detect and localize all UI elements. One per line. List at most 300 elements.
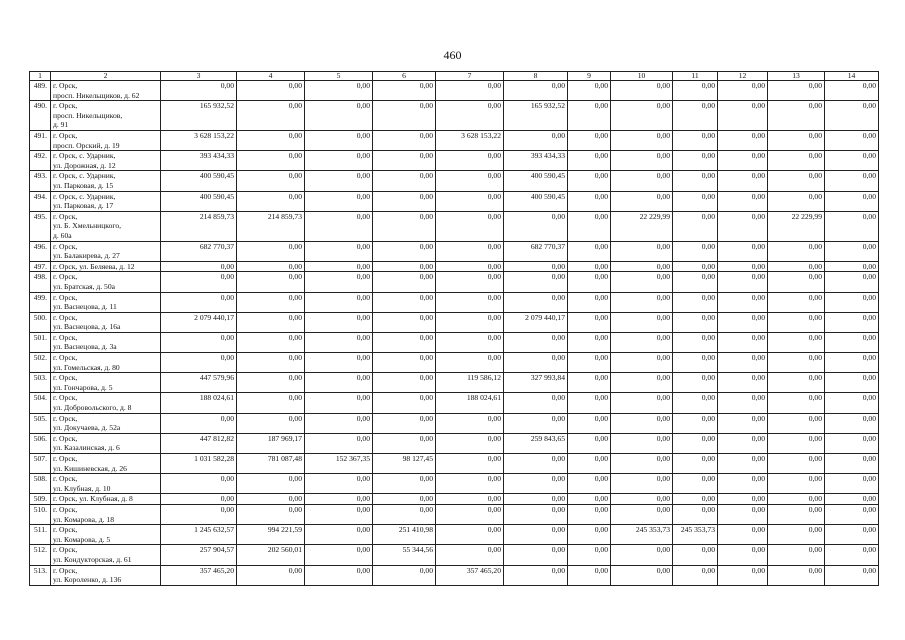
value-cell: 0,00 bbox=[436, 332, 504, 352]
value-cell: 0,00 bbox=[673, 474, 718, 494]
value-cell: 0,00 bbox=[718, 272, 768, 292]
value-cell: 0,00 bbox=[825, 151, 879, 171]
value-cell: 0,00 bbox=[373, 393, 436, 413]
value-cell: 0,00 bbox=[568, 454, 611, 474]
value-cell: 0,00 bbox=[504, 494, 568, 505]
value-cell: 0,00 bbox=[718, 433, 768, 453]
value-cell: 0,00 bbox=[568, 130, 611, 150]
row-number: 494. bbox=[30, 191, 51, 211]
page-number: 460 bbox=[443, 48, 462, 62]
value-cell: 393 434,33 bbox=[161, 151, 237, 171]
value-cell: 0,00 bbox=[611, 373, 673, 393]
value-cell: 0,00 bbox=[305, 332, 373, 352]
value-cell: 0,00 bbox=[436, 504, 504, 524]
row-number: 493. bbox=[30, 171, 51, 191]
value-cell: 0,00 bbox=[768, 494, 825, 505]
value-cell: 0,00 bbox=[504, 261, 568, 272]
value-cell: 0,00 bbox=[825, 565, 879, 585]
address-cell: г. Орск, ул. Васнецова, д. 11 bbox=[51, 292, 161, 312]
value-cell: 0,00 bbox=[373, 130, 436, 150]
value-cell: 0,00 bbox=[436, 474, 504, 494]
value-cell: 0,00 bbox=[825, 171, 879, 191]
value-cell: 357 465,20 bbox=[436, 565, 504, 585]
value-cell: 0,00 bbox=[768, 474, 825, 494]
value-cell: 0,00 bbox=[436, 312, 504, 332]
table-row bbox=[30, 565, 879, 585]
row-number: 496. bbox=[30, 241, 51, 261]
value-cell: 0,00 bbox=[161, 353, 237, 373]
table-row bbox=[30, 312, 879, 332]
value-cell: 0,00 bbox=[768, 171, 825, 191]
value-cell: 0,00 bbox=[673, 292, 718, 312]
value-cell: 0,00 bbox=[768, 312, 825, 332]
value-cell: 0,00 bbox=[718, 454, 768, 474]
table-row bbox=[30, 191, 879, 211]
value-cell: 0,00 bbox=[504, 474, 568, 494]
value-cell: 0,00 bbox=[237, 393, 305, 413]
value-cell: 0,00 bbox=[436, 211, 504, 241]
value-cell: 0,00 bbox=[673, 494, 718, 505]
value-cell: 0,00 bbox=[718, 545, 768, 565]
value-cell: 0,00 bbox=[673, 101, 718, 131]
column-header: 4 bbox=[237, 72, 305, 81]
value-cell: 0,00 bbox=[673, 241, 718, 261]
value-cell: 0,00 bbox=[611, 241, 673, 261]
value-cell: 0,00 bbox=[568, 474, 611, 494]
row-number: 511. bbox=[30, 525, 51, 545]
value-cell: 0,00 bbox=[718, 261, 768, 272]
value-cell: 0,00 bbox=[568, 312, 611, 332]
row-number: 501. bbox=[30, 332, 51, 352]
value-cell: 0,00 bbox=[673, 545, 718, 565]
address-cell: г. Орск, просп. Никельщиков, д. 91 bbox=[51, 101, 161, 131]
value-cell: 0,00 bbox=[673, 130, 718, 150]
address-cell: г. Орск, просп. Никельщиков, д. 62 bbox=[51, 81, 161, 101]
address-cell: г. Орск, ул. Комарова, д. 18 bbox=[51, 504, 161, 524]
value-cell: 0,00 bbox=[436, 101, 504, 131]
value-cell: 0,00 bbox=[373, 413, 436, 433]
row-number: 510. bbox=[30, 504, 51, 524]
row-number: 495. bbox=[30, 211, 51, 241]
value-cell: 0,00 bbox=[611, 272, 673, 292]
column-header: 10 bbox=[611, 72, 673, 81]
address-cell: г. Орск, ул. Добровольского, д. 8 bbox=[51, 393, 161, 413]
address-cell: г. Орск, ул. Балакирева, д. 27 bbox=[51, 241, 161, 261]
value-cell: 0,00 bbox=[825, 292, 879, 312]
value-cell: 357 465,20 bbox=[161, 565, 237, 585]
value-cell: 188 024,61 bbox=[161, 393, 237, 413]
value-cell: 0,00 bbox=[718, 353, 768, 373]
value-cell: 0,00 bbox=[673, 312, 718, 332]
column-header: 11 bbox=[673, 72, 718, 81]
value-cell: 0,00 bbox=[568, 261, 611, 272]
value-cell: 0,00 bbox=[611, 454, 673, 474]
data-table bbox=[29, 71, 879, 586]
value-cell: 0,00 bbox=[504, 211, 568, 241]
value-cell: 0,00 bbox=[373, 494, 436, 505]
value-cell: 0,00 bbox=[718, 504, 768, 524]
value-cell: 0,00 bbox=[768, 413, 825, 433]
value-cell: 0,00 bbox=[718, 211, 768, 241]
address-cell: г. Орск, ул. Васнецова, д. 3а bbox=[51, 332, 161, 352]
value-cell: 0,00 bbox=[825, 191, 879, 211]
value-cell: 0,00 bbox=[673, 261, 718, 272]
address-cell: г. Орск, ул. Клубная, д. 8 bbox=[51, 494, 161, 505]
column-header: 3 bbox=[161, 72, 237, 81]
value-cell: 0,00 bbox=[568, 101, 611, 131]
value-cell: 0,00 bbox=[611, 130, 673, 150]
value-cell: 0,00 bbox=[305, 171, 373, 191]
row-number: 508. bbox=[30, 474, 51, 494]
value-cell: 0,00 bbox=[673, 353, 718, 373]
value-cell: 98 127,45 bbox=[373, 454, 436, 474]
value-cell: 0,00 bbox=[305, 191, 373, 211]
value-cell: 0,00 bbox=[825, 81, 879, 101]
value-cell: 245 353,73 bbox=[673, 525, 718, 545]
value-cell: 0,00 bbox=[568, 292, 611, 312]
value-cell: 0,00 bbox=[373, 81, 436, 101]
value-cell: 0,00 bbox=[673, 211, 718, 241]
value-cell: 0,00 bbox=[825, 433, 879, 453]
row-number: 505. bbox=[30, 413, 51, 433]
table-row bbox=[30, 353, 879, 373]
value-cell: 0,00 bbox=[373, 191, 436, 211]
value-cell: 0,00 bbox=[718, 312, 768, 332]
value-cell: 2 079 440,17 bbox=[504, 312, 568, 332]
value-cell: 0,00 bbox=[161, 413, 237, 433]
value-cell: 1 245 632,57 bbox=[161, 525, 237, 545]
value-cell: 0,00 bbox=[305, 373, 373, 393]
value-cell: 0,00 bbox=[825, 525, 879, 545]
value-cell: 0,00 bbox=[305, 272, 373, 292]
value-cell: 0,00 bbox=[768, 292, 825, 312]
row-number: 509. bbox=[30, 494, 51, 505]
column-header: 6 bbox=[373, 72, 436, 81]
value-cell: 0,00 bbox=[237, 312, 305, 332]
value-cell: 0,00 bbox=[305, 545, 373, 565]
address-cell: г. Орск, ул. Гончарова, д. 5 bbox=[51, 373, 161, 393]
value-cell: 0,00 bbox=[825, 332, 879, 352]
value-cell: 0,00 bbox=[373, 241, 436, 261]
value-cell: 0,00 bbox=[673, 81, 718, 101]
value-cell: 0,00 bbox=[161, 272, 237, 292]
value-cell: 0,00 bbox=[504, 454, 568, 474]
row-number: 497. bbox=[30, 261, 51, 272]
row-number: 512. bbox=[30, 545, 51, 565]
value-cell: 0,00 bbox=[161, 474, 237, 494]
value-cell: 22 229,99 bbox=[611, 211, 673, 241]
value-cell: 0,00 bbox=[825, 494, 879, 505]
value-cell: 0,00 bbox=[305, 130, 373, 150]
value-cell: 447 579,96 bbox=[161, 373, 237, 393]
address-cell: г. Орск, ул. Кондукторская, д. 61 bbox=[51, 545, 161, 565]
value-cell: 0,00 bbox=[436, 151, 504, 171]
column-header: 9 bbox=[568, 72, 611, 81]
value-cell: 3 628 153,22 bbox=[161, 130, 237, 150]
value-cell: 0,00 bbox=[611, 545, 673, 565]
column-header: 1 bbox=[30, 72, 51, 81]
column-header: 5 bbox=[305, 72, 373, 81]
value-cell: 0,00 bbox=[768, 272, 825, 292]
value-cell: 0,00 bbox=[673, 191, 718, 211]
column-header: 14 bbox=[825, 72, 879, 81]
value-cell: 0,00 bbox=[568, 494, 611, 505]
value-cell: 994 221,59 bbox=[237, 525, 305, 545]
value-cell: 0,00 bbox=[373, 292, 436, 312]
value-cell: 0,00 bbox=[373, 353, 436, 373]
value-cell: 0,00 bbox=[825, 272, 879, 292]
value-cell: 0,00 bbox=[568, 191, 611, 211]
value-cell: 0,00 bbox=[825, 474, 879, 494]
value-cell: 0,00 bbox=[568, 504, 611, 524]
value-cell: 0,00 bbox=[611, 433, 673, 453]
value-cell: 0,00 bbox=[436, 454, 504, 474]
value-cell: 0,00 bbox=[825, 373, 879, 393]
table-header bbox=[30, 72, 879, 81]
row-number: 513. bbox=[30, 565, 51, 585]
value-cell: 0,00 bbox=[305, 525, 373, 545]
value-cell: 0,00 bbox=[436, 81, 504, 101]
value-cell: 0,00 bbox=[768, 565, 825, 585]
value-cell: 0,00 bbox=[436, 191, 504, 211]
value-cell: 0,00 bbox=[611, 413, 673, 433]
value-cell: 0,00 bbox=[768, 261, 825, 272]
value-cell: 0,00 bbox=[504, 353, 568, 373]
value-cell: 400 590,45 bbox=[161, 171, 237, 191]
value-cell: 0,00 bbox=[568, 525, 611, 545]
value-cell: 0,00 bbox=[768, 130, 825, 150]
value-cell: 0,00 bbox=[504, 130, 568, 150]
value-cell: 400 590,45 bbox=[504, 171, 568, 191]
value-cell: 0,00 bbox=[237, 241, 305, 261]
value-cell: 0,00 bbox=[373, 272, 436, 292]
value-cell: 400 590,45 bbox=[161, 191, 237, 211]
value-cell: 0,00 bbox=[718, 81, 768, 101]
value-cell: 0,00 bbox=[768, 373, 825, 393]
value-cell: 0,00 bbox=[611, 332, 673, 352]
value-cell: 0,00 bbox=[373, 101, 436, 131]
address-cell: г. Орск, ул. Б. Хмельницкого, д. 60а bbox=[51, 211, 161, 241]
value-cell: 0,00 bbox=[237, 292, 305, 312]
value-cell: 0,00 bbox=[718, 373, 768, 393]
value-cell: 0,00 bbox=[568, 81, 611, 101]
row-number: 499. bbox=[30, 292, 51, 312]
row-number: 500. bbox=[30, 312, 51, 332]
value-cell: 0,00 bbox=[825, 393, 879, 413]
row-number: 506. bbox=[30, 433, 51, 453]
value-cell: 781 087,48 bbox=[237, 454, 305, 474]
value-cell: 0,00 bbox=[768, 332, 825, 352]
value-cell: 0,00 bbox=[373, 373, 436, 393]
value-cell: 0,00 bbox=[504, 292, 568, 312]
table-row bbox=[30, 81, 879, 101]
table-row bbox=[30, 211, 879, 241]
value-cell: 0,00 bbox=[237, 332, 305, 352]
value-cell: 0,00 bbox=[237, 474, 305, 494]
value-cell: 165 932,52 bbox=[161, 101, 237, 131]
table-row bbox=[30, 292, 879, 312]
value-cell: 0,00 bbox=[373, 211, 436, 241]
row-number: 490. bbox=[30, 101, 51, 131]
value-cell: 22 229,99 bbox=[768, 211, 825, 241]
value-cell: 0,00 bbox=[436, 545, 504, 565]
value-cell: 0,00 bbox=[611, 292, 673, 312]
value-cell: 0,00 bbox=[718, 332, 768, 352]
value-cell: 0,00 bbox=[768, 191, 825, 211]
value-cell: 0,00 bbox=[611, 565, 673, 585]
table-row bbox=[30, 261, 879, 272]
table-row bbox=[30, 332, 879, 352]
value-cell: 0,00 bbox=[568, 373, 611, 393]
value-cell: 0,00 bbox=[611, 504, 673, 524]
table-row bbox=[30, 241, 879, 261]
value-cell: 0,00 bbox=[768, 241, 825, 261]
value-cell: 0,00 bbox=[568, 151, 611, 171]
value-cell: 0,00 bbox=[568, 545, 611, 565]
value-cell: 214 859,73 bbox=[161, 211, 237, 241]
value-cell: 0,00 bbox=[568, 332, 611, 352]
value-cell: 0,00 bbox=[825, 413, 879, 433]
value-cell: 0,00 bbox=[673, 393, 718, 413]
value-cell: 0,00 bbox=[237, 494, 305, 505]
address-cell: г. Орск, ул. Беляева, д. 12 bbox=[51, 261, 161, 272]
value-cell: 0,00 bbox=[611, 353, 673, 373]
value-cell: 0,00 bbox=[373, 433, 436, 453]
value-cell: 0,00 bbox=[436, 494, 504, 505]
value-cell: 0,00 bbox=[305, 565, 373, 585]
value-cell: 0,00 bbox=[305, 393, 373, 413]
value-cell: 0,00 bbox=[768, 353, 825, 373]
value-cell: 0,00 bbox=[568, 272, 611, 292]
table-row bbox=[30, 525, 879, 545]
value-cell: 0,00 bbox=[436, 525, 504, 545]
table-row bbox=[30, 413, 879, 433]
table-row bbox=[30, 474, 879, 494]
table-row bbox=[30, 545, 879, 565]
value-cell: 0,00 bbox=[825, 353, 879, 373]
value-cell: 0,00 bbox=[373, 151, 436, 171]
value-cell: 0,00 bbox=[673, 433, 718, 453]
column-header: 13 bbox=[768, 72, 825, 81]
value-cell: 55 344,56 bbox=[373, 545, 436, 565]
value-cell: 0,00 bbox=[305, 413, 373, 433]
value-cell: 0,00 bbox=[825, 312, 879, 332]
address-cell: г. Орск, с. Ударник, ул. Парковая, д. 15 bbox=[51, 171, 161, 191]
row-number: 507. bbox=[30, 454, 51, 474]
value-cell: 327 993,84 bbox=[504, 373, 568, 393]
column-header: 2 bbox=[51, 72, 161, 81]
value-cell: 3 628 153,22 bbox=[436, 130, 504, 150]
value-cell: 0,00 bbox=[305, 292, 373, 312]
value-cell: 0,00 bbox=[237, 373, 305, 393]
value-cell: 0,00 bbox=[718, 413, 768, 433]
value-cell: 0,00 bbox=[673, 565, 718, 585]
value-cell: 0,00 bbox=[161, 81, 237, 101]
address-cell: г. Орск, ул. Клубная, д. 10 bbox=[51, 474, 161, 494]
value-cell: 0,00 bbox=[718, 474, 768, 494]
value-cell: 0,00 bbox=[373, 332, 436, 352]
value-cell: 0,00 bbox=[436, 261, 504, 272]
table-row bbox=[30, 130, 879, 150]
value-cell: 0,00 bbox=[436, 241, 504, 261]
value-cell: 214 859,73 bbox=[237, 211, 305, 241]
value-cell: 0,00 bbox=[768, 151, 825, 171]
row-number: 491. bbox=[30, 130, 51, 150]
value-cell: 0,00 bbox=[825, 261, 879, 272]
table-row bbox=[30, 504, 879, 524]
value-cell: 0,00 bbox=[504, 565, 568, 585]
value-cell: 0,00 bbox=[718, 525, 768, 545]
value-cell: 0,00 bbox=[768, 433, 825, 453]
value-cell: 257 904,57 bbox=[161, 545, 237, 565]
value-cell: 0,00 bbox=[504, 504, 568, 524]
table-row bbox=[30, 171, 879, 191]
value-cell: 0,00 bbox=[673, 272, 718, 292]
value-cell: 0,00 bbox=[768, 525, 825, 545]
value-cell: 0,00 bbox=[161, 494, 237, 505]
value-cell: 0,00 bbox=[768, 545, 825, 565]
value-cell: 0,00 bbox=[673, 373, 718, 393]
value-cell: 0,00 bbox=[305, 504, 373, 524]
value-cell: 0,00 bbox=[768, 81, 825, 101]
value-cell: 0,00 bbox=[825, 545, 879, 565]
row-number: 502. bbox=[30, 353, 51, 373]
value-cell: 0,00 bbox=[305, 353, 373, 373]
value-cell: 0,00 bbox=[436, 292, 504, 312]
row-number: 504. bbox=[30, 393, 51, 413]
value-cell: 202 560,01 bbox=[237, 545, 305, 565]
value-cell: 0,00 bbox=[718, 292, 768, 312]
value-cell: 0,00 bbox=[237, 151, 305, 171]
value-cell: 0,00 bbox=[673, 151, 718, 171]
value-cell: 0,00 bbox=[373, 171, 436, 191]
address-cell: г. Орск, ул. Гомельская, д. 80 bbox=[51, 353, 161, 373]
value-cell: 0,00 bbox=[673, 454, 718, 474]
value-cell: 0,00 bbox=[611, 474, 673, 494]
column-header: 8 bbox=[504, 72, 568, 81]
column-header: 12 bbox=[718, 72, 768, 81]
value-cell: 119 586,12 bbox=[436, 373, 504, 393]
value-cell: 0,00 bbox=[237, 272, 305, 292]
column-header: 7 bbox=[436, 72, 504, 81]
value-cell: 152 367,35 bbox=[305, 454, 373, 474]
value-cell: 0,00 bbox=[305, 101, 373, 131]
value-cell: 0,00 bbox=[568, 241, 611, 261]
value-cell: 0,00 bbox=[305, 81, 373, 101]
value-cell: 0,00 bbox=[611, 312, 673, 332]
table-row bbox=[30, 272, 879, 292]
address-cell: г. Орск, ул. Братская, д. 50а bbox=[51, 272, 161, 292]
value-cell: 0,00 bbox=[305, 474, 373, 494]
table-row bbox=[30, 494, 879, 505]
value-cell: 0,00 bbox=[237, 565, 305, 585]
value-cell: 0,00 bbox=[237, 504, 305, 524]
value-cell: 0,00 bbox=[504, 393, 568, 413]
value-cell: 0,00 bbox=[504, 413, 568, 433]
address-cell: г. Орск, с. Ударник, ул. Дорожная, д. 12 bbox=[51, 151, 161, 171]
table-row bbox=[30, 101, 879, 131]
address-cell: г. Орск, ул. Докучаева, д. 52а bbox=[51, 413, 161, 433]
value-cell: 0,00 bbox=[825, 101, 879, 131]
value-cell: 0,00 bbox=[161, 292, 237, 312]
value-cell: 0,00 bbox=[673, 504, 718, 524]
value-cell: 0,00 bbox=[568, 171, 611, 191]
value-cell: 0,00 bbox=[768, 504, 825, 524]
value-cell: 0,00 bbox=[237, 191, 305, 211]
value-cell: 0,00 bbox=[568, 433, 611, 453]
value-cell: 400 590,45 bbox=[504, 191, 568, 211]
value-cell: 0,00 bbox=[305, 241, 373, 261]
